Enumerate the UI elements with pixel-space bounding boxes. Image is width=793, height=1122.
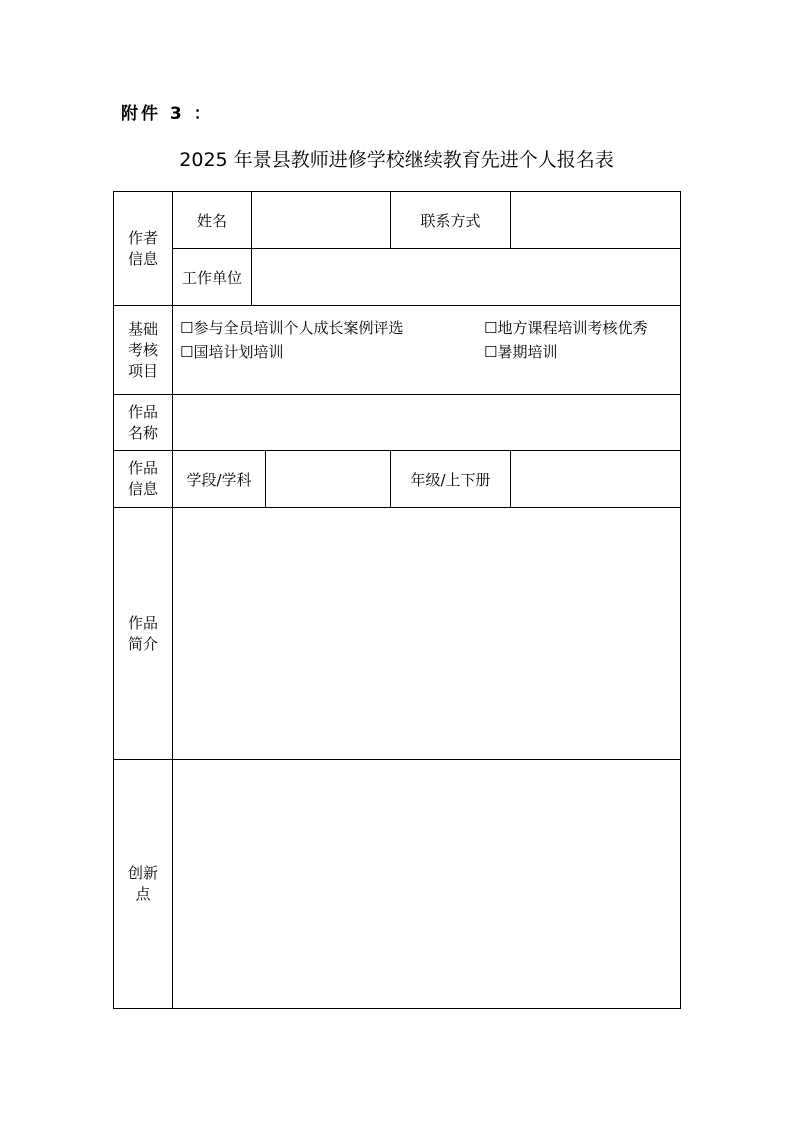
work-unit-field[interactable] bbox=[251, 248, 681, 306]
name-field[interactable] bbox=[251, 191, 391, 249]
form-title: 2025 年景县教师进修学校继续教育先进个人报名表 bbox=[179, 149, 614, 171]
work-unit-label: 工作单位 bbox=[172, 248, 252, 306]
author-info-label bbox=[113, 191, 173, 306]
contact-field[interactable] bbox=[510, 191, 681, 249]
stage-subject-field[interactable] bbox=[265, 450, 391, 508]
work-name-label bbox=[113, 394, 173, 451]
grade-volume-field[interactable] bbox=[510, 450, 681, 508]
option-local-course[interactable]: ☐地方课程培训考核优秀 bbox=[484, 319, 648, 337]
label-text: 作者信息 bbox=[127, 228, 158, 268]
label-text: 作品简介 bbox=[127, 613, 158, 653]
option-national-training[interactable]: ☐国培计划培训 bbox=[180, 343, 284, 361]
work-intro-label bbox=[113, 507, 173, 760]
label-text: 作品信息 bbox=[127, 459, 158, 498]
attachment-label: 附件 3 ： bbox=[121, 104, 214, 124]
innovation-label bbox=[113, 759, 173, 1009]
option-case-selection[interactable]: ☐参与全员培训个人成长案例评选 bbox=[180, 319, 404, 337]
work-info-label bbox=[113, 450, 173, 508]
label-text: 创新点 bbox=[127, 864, 158, 903]
contact-label: 联系方式 bbox=[390, 191, 511, 249]
option-summer-training[interactable]: ☐暑期培训 bbox=[484, 343, 558, 361]
label-text: 基础考核项目 bbox=[127, 319, 158, 380]
label-text: 作品名称 bbox=[127, 402, 158, 442]
stage-subject-label: 学段/学科 bbox=[172, 450, 266, 508]
grade-volume-label: 年级/上下册 bbox=[390, 450, 511, 508]
work-intro-field[interactable] bbox=[172, 507, 681, 760]
basic-items-label bbox=[113, 305, 173, 395]
name-label: 姓名 bbox=[172, 191, 252, 249]
innovation-field[interactable] bbox=[172, 759, 681, 1009]
work-name-field[interactable] bbox=[172, 394, 681, 451]
